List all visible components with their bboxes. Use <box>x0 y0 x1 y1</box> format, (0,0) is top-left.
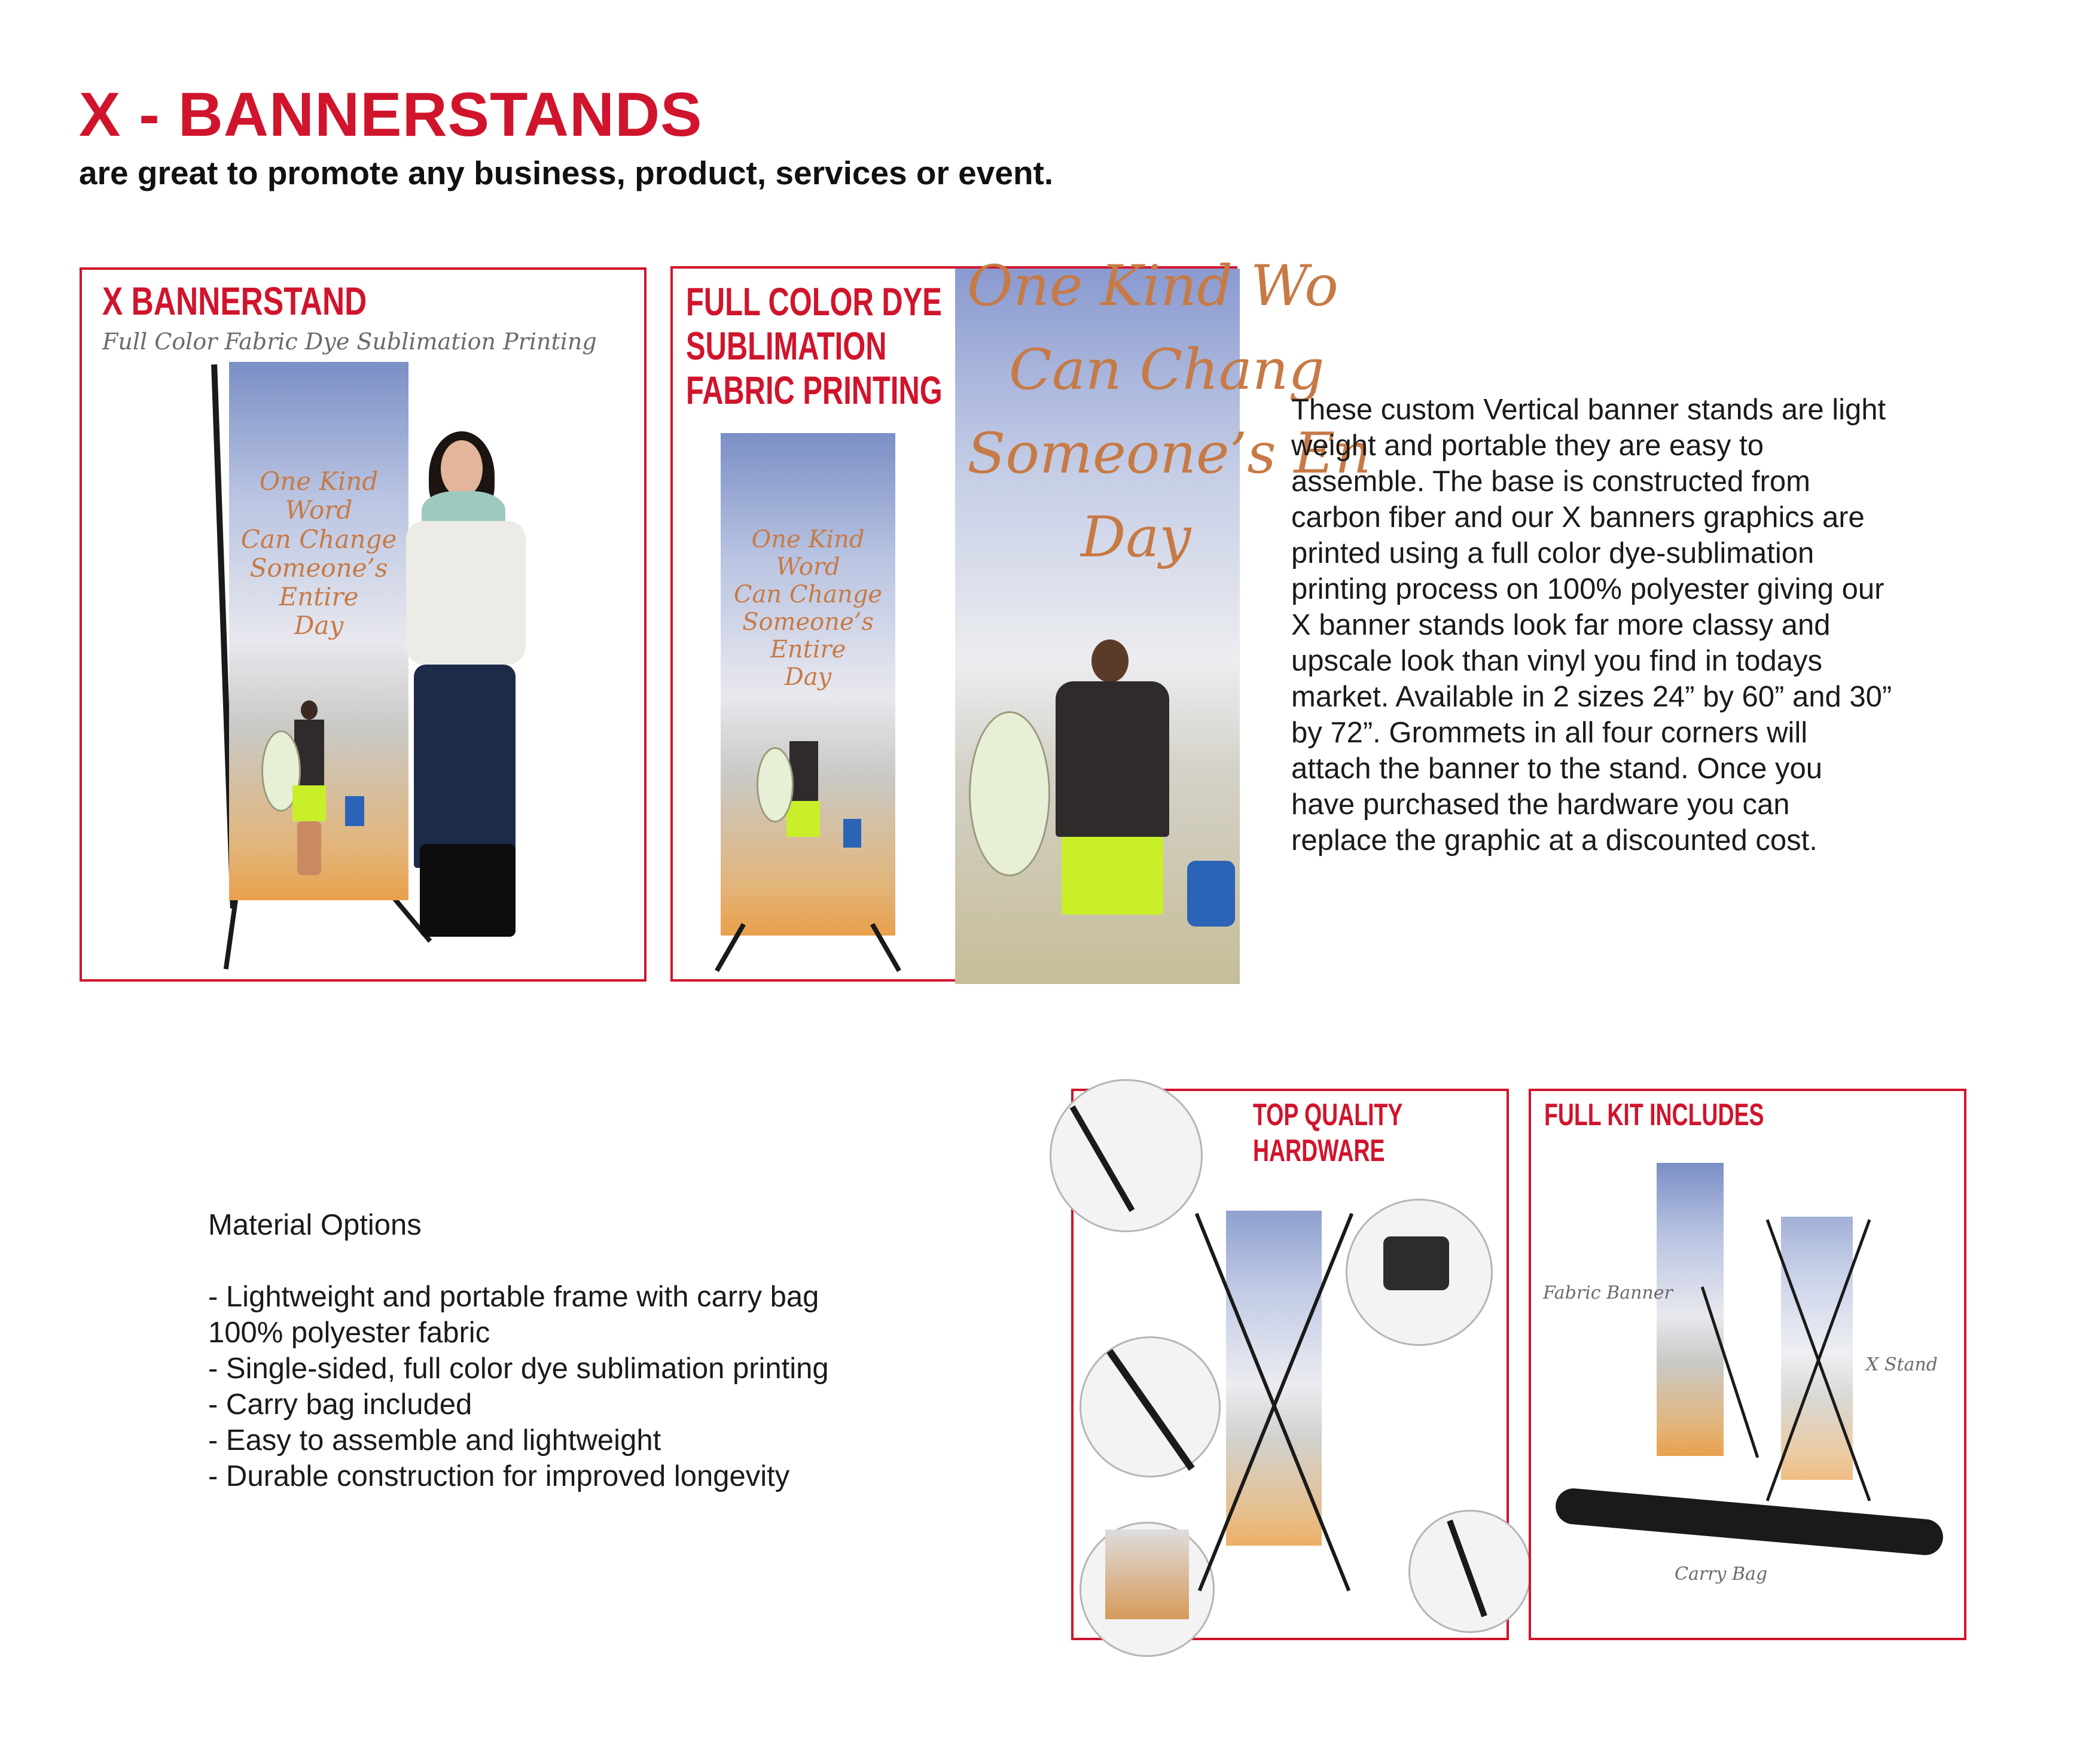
banner-corner <box>1105 1530 1189 1619</box>
description-line: by 72”. Grommets in all four corners will <box>1291 717 1808 749</box>
slogan-line: Someone’s En <box>967 421 1371 486</box>
hardware-panel <box>1071 1089 1509 1640</box>
slogan-line: Day <box>1081 505 1191 570</box>
description-line: printed using a full color dye-sublimation <box>1291 537 1815 569</box>
joint-detail <box>1080 1336 1221 1477</box>
figure-shirt <box>789 741 818 801</box>
slogan-line: Someone’s Entire <box>742 608 874 663</box>
stand-leg <box>1447 1519 1487 1617</box>
bracket-detail <box>1346 1199 1493 1346</box>
figure-shorts <box>292 785 326 821</box>
banner-slogan <box>229 467 408 641</box>
panel-title-line: SUBLIMATION <box>686 324 887 368</box>
description-line: replace the graphic at a discounted cost. <box>1291 824 1818 857</box>
x-stand-image <box>1781 1217 1853 1480</box>
description-line: These custom Vertical banner stands are light <box>1291 394 1886 426</box>
bracket-icon <box>1383 1236 1449 1290</box>
material-option-item: - Durable construction for improved longevity <box>208 1460 790 1492</box>
panel-title: X BANNERSTAND <box>102 279 367 323</box>
panel-title: TOP QUALITY HARDWARE <box>1253 1098 1402 1168</box>
description-line: weight and portable they are easy to <box>1291 429 1764 462</box>
figure-head <box>301 700 318 720</box>
panel-subtitle: Full Color Fabric Dye Sublimation Printing <box>102 328 597 355</box>
x-bannerstand-panel <box>80 267 647 982</box>
figure-legs <box>297 821 321 875</box>
material-option-item: 100% polyester fabric <box>208 1317 490 1349</box>
slogan-line: One Kind Word <box>751 526 865 581</box>
panel-title: FULL KIT INCLUDES <box>1544 1098 1764 1132</box>
material-option-item: - Carry bag included <box>208 1388 472 1421</box>
panel-title <box>686 279 943 412</box>
description-line: upscale look than vinyl you find in todays <box>1291 645 1822 677</box>
dye-sublimation-panel <box>670 254 1371 982</box>
zoom-slogan <box>955 245 1371 580</box>
woman-face <box>441 440 483 497</box>
page-title: X - BANNERSTANDS <box>79 80 703 150</box>
panel-title-line: FULL COLOR DYE <box>686 279 942 324</box>
banner-slogan <box>721 526 895 691</box>
panel-title-line: FABRIC PRINTING <box>686 368 943 412</box>
carry-bag-image <box>1554 1487 1945 1556</box>
child-shirt <box>345 796 364 826</box>
woman-sweater <box>406 521 526 665</box>
stand-pole <box>1106 1349 1194 1470</box>
surfboard <box>757 747 794 822</box>
description-line: printing process on 100% polyester giving our <box>1291 573 1884 605</box>
slogan-line: Day <box>294 611 344 641</box>
product-description <box>1291 392 2069 858</box>
slogan-line: Day <box>784 663 832 691</box>
figure-head <box>1091 639 1129 683</box>
slogan-line: One Kind Wo <box>967 254 1338 319</box>
description-line: carbon fiber and our X banners graphics are <box>1291 501 1865 534</box>
description-line: X banner stands look far more classy and <box>1291 609 1831 641</box>
description-line: market. Available in 2 sizes 24” by 60” and 30” <box>1291 681 1892 713</box>
slogan-line: One Kind Word <box>259 467 379 525</box>
figure-shorts <box>786 801 820 837</box>
woman-boots <box>420 844 516 937</box>
stand-pole <box>1070 1105 1135 1212</box>
fabric-banner-image <box>1657 1163 1724 1456</box>
carry-bag-label: Carry Bag <box>1675 1564 1768 1585</box>
fabric-banner-label: Fabric Banner <box>1543 1282 1673 1303</box>
material-options <box>208 1207 1033 1494</box>
description-line: assemble. The base is constructed from <box>1291 465 1810 498</box>
page-subtitle: are great to promote any business, product, services or event. <box>79 154 1054 191</box>
slogan-line: Can Change <box>733 581 883 608</box>
banner-graphic <box>1226 1211 1322 1546</box>
material-option-item: - Easy to assemble and lightweight <box>208 1424 661 1457</box>
description-line: attach the banner to the stand. Once you <box>1291 752 1823 785</box>
foot-detail <box>1408 1510 1532 1633</box>
material-options-heading: Material Options <box>208 1209 422 1241</box>
top-corner-detail <box>1050 1079 1203 1232</box>
bottom-corner-detail <box>1080 1522 1215 1657</box>
slogan-line: Can Change <box>240 524 397 554</box>
woman-jeans <box>414 665 516 868</box>
slogan-line: Can Chang <box>1009 337 1325 403</box>
child-shirt <box>1187 861 1235 927</box>
slogan-line: Someone’s Entire <box>249 553 388 612</box>
figure-shorts <box>1062 837 1163 915</box>
description-line: have purchased the hardware you can <box>1291 788 1790 821</box>
child-shirt <box>843 819 861 848</box>
material-option-item: - Single-sided, full color dye sublimation printing <box>208 1352 829 1385</box>
material-option-item: - Lightweight and portable frame with carry bag <box>208 1281 819 1313</box>
figure-shirt <box>1056 681 1169 837</box>
surfboard <box>969 711 1050 876</box>
full-kit-panel <box>1529 1089 1966 1640</box>
x-stand-label: X Stand <box>1866 1354 1938 1375</box>
